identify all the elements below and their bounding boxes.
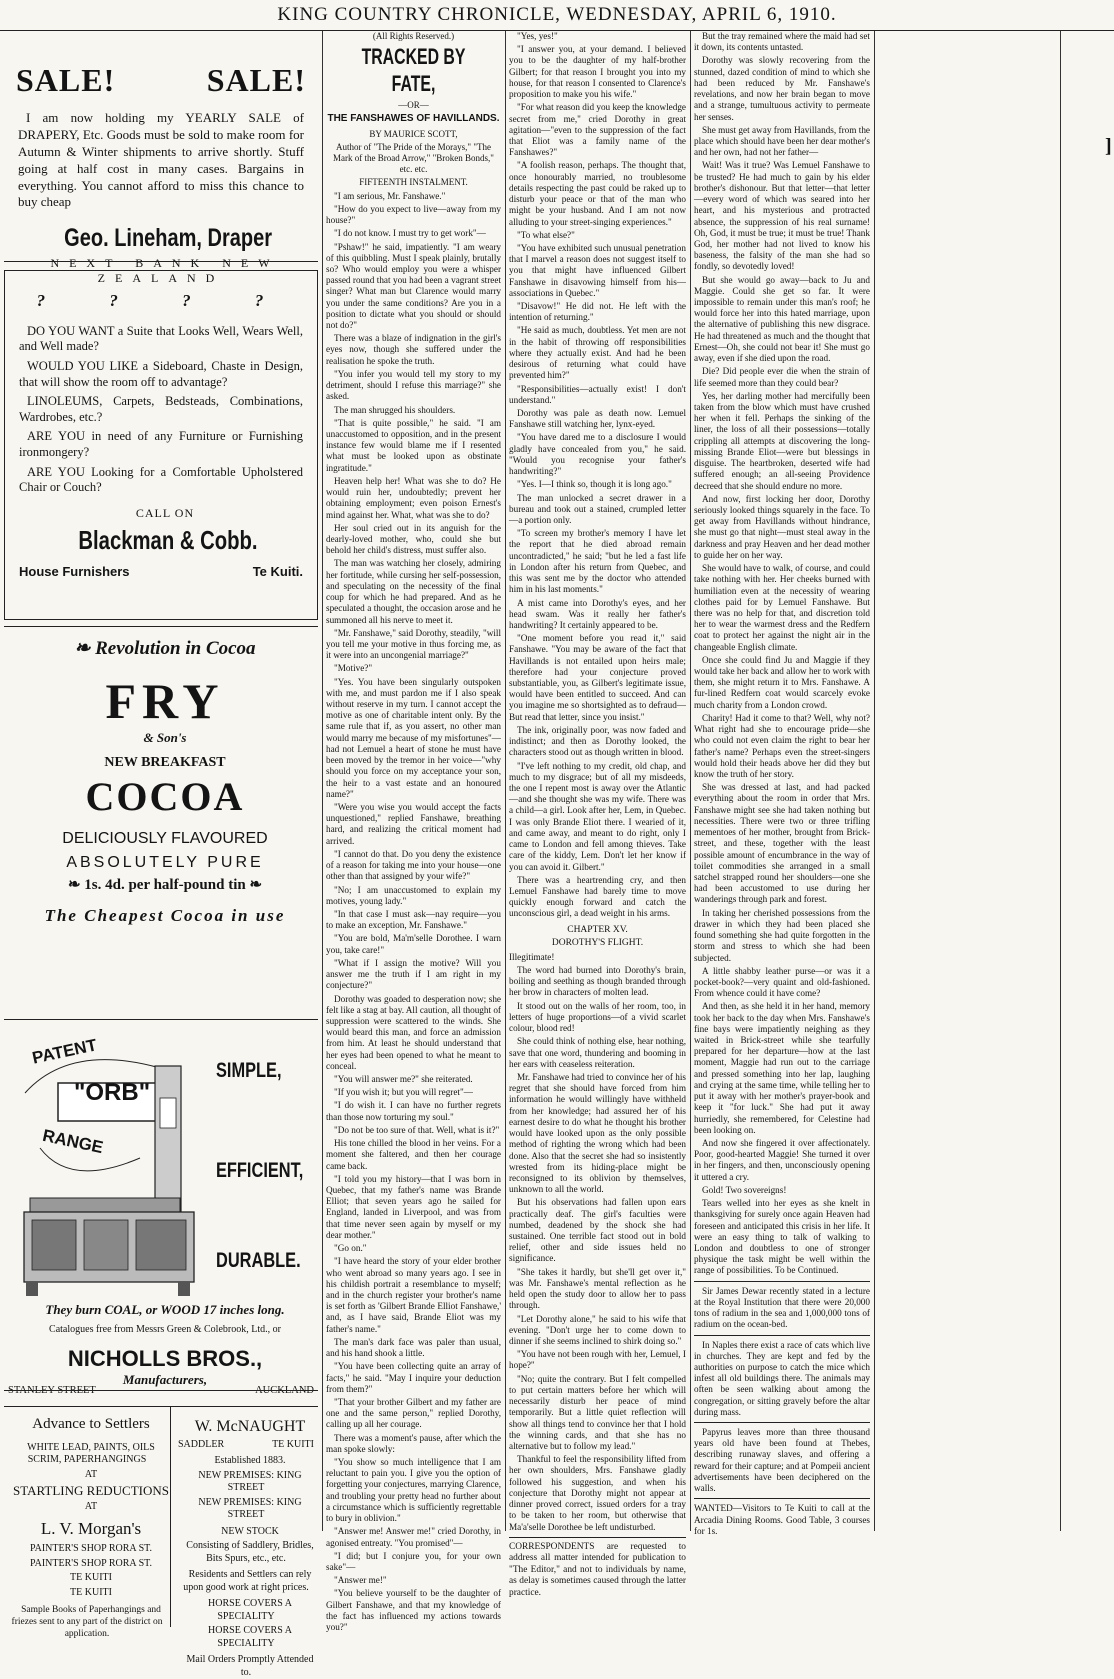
orb-word: DURABLE. [216, 1249, 301, 1272]
story-paragraph: There was a moment's pause, after which the man spoke slowly: [326, 1432, 501, 1454]
story-paragraph: "Answer me!" [334, 1575, 387, 1586]
story-paragraph: Gold! Two sovereigns! [702, 1184, 787, 1195]
story-paragraph: In taking her cherished possessions from the drawer in which they had been placed she found something she had quite forgotten in the storm and stress to which she had been subjected. [694, 907, 870, 963]
story-paragraph: Tears welled into her eyes as she knelt in thanksgiving for surely once again Heaven had foreseen and anticipated this crisis in her life. It were an easy thing to talk of walking to London and doubtless to one of stronger physique the task might be well within the range of possibilities. To be Continued. [694, 1198, 870, 1276]
edge-mark: ] [1105, 135, 1112, 157]
story-paragraph: The man shrugged his shoulders. [334, 404, 456, 415]
story-paragraph: "You show so much intelligence that I am reluctant to pain you. I give you the option of forgetting your conjectures, marrying Clarence, and troubling your pretty head no further about a circumstance which is sufficiently regrettable to bury in oblivion." [326, 1457, 501, 1524]
story-paragraph: "Motive?" [334, 663, 373, 674]
nicholls-firm: NICHOLLS BROS., [67, 1346, 263, 1371]
story-paragraph: Charity! Had it come to that? Well, why not? What right had she to encourage pride—she who could not even claim the right to bear her father's name? Perhaps even the street-singers would hold their heads above her did they but know the truth of her story. [694, 712, 870, 779]
story-paragraph: But his observations had fallen upon ears practically deaf. The girl's faculties were numbed, deadened by the shock she had sustained. One terrible fact stood out in bold relief, other and side issues held no significance. [509, 1197, 686, 1264]
story-paragraph: His tone chilled the blood in her veins. For a moment she faltered, and then her courage came back. [326, 1138, 501, 1171]
story-paragraph: "You believe yourself to be the daughter of Gilbert Fanshawe, and that my knowledge of the fact has influenced my actions towards you?" [326, 1588, 501, 1633]
story-paragraph: "To what else?" [517, 229, 575, 240]
correspondents-notice: CORRESPONDENTS are requested to address all matter intended for publication to "The Editor," and not to individuals by name, as delay is sometimes caused through the latter practice. [509, 1541, 686, 1598]
story-text [326, 191, 501, 1634]
story-paragraph: "For what reason did you keep the knowledge secret from me," cried Dorothy in great agitation—"even to the suppression of the fact that Eliot was a family name of the Fanshawes?" [509, 102, 686, 158]
orb-word: EFFICIENT, [216, 1159, 304, 1182]
story-paragraph: "You have not been rough with her, Lemuel, I hope?" [509, 1349, 686, 1371]
orb-brand: PATENT [30, 1035, 99, 1068]
serial-story-column-2 [509, 31, 686, 1598]
story-paragraph: "You have exhibited such unusual penetration that I marvel a reason does not suggest itself to you that might have influenced Gilbert Fanshawe in disavowing himself from his—associations in Quebec." [509, 242, 686, 298]
story-paragraph: Her soul cried out in its anguish for the dearly-loved mother, who, could she but behold her child's distress, must suffer also. [326, 522, 501, 556]
fry-header: Revolution in Cocoa [95, 638, 256, 659]
story-paragraph: "Yes, yes!" [517, 31, 558, 41]
story-paragraph: Wait! Was it true? Was Lemuel Fanshawe to be trusted? He had much to gain by his elder brother's dishonour. But that letter—that letter—every word of which was seared into her heart, and his mysterious and protracted absence, the suppression of his real surname! Oh, God, it must be true; it must be true! Thank God, her mother had not lived to know his baseness, the falsity of the man she had so fondly, so devotedly loved! [694, 160, 870, 272]
mcnaught-stock: NEW STOCK [221, 1525, 279, 1537]
nicholls-sub: Manufacturers, [122, 1372, 208, 1387]
story-paragraph: A mist came into Dorothy's eyes, and her head swam. Was it really her father's handwriting? It certainly appeared to be. [509, 597, 686, 630]
story-paragraph: "A foolish reason, perhaps. The thought that, once honourably married, no troublesome details respecting the past could be raked up to disturb your peace or that of the man who might be your husband. And I am not now alluding to your street-singing experiences." [509, 160, 686, 227]
column-rule [874, 31, 875, 1531]
mcnaught-premises: NEW PREMISES: KING STREET [198, 1496, 302, 1521]
mcnaught-ad [174, 1407, 318, 1678]
story-paragraph: But she would go away—back to Ju and Maggie. Could she get so far. It were impossible to remain under this man's roof; he would force her into this hated marriage, upon the alternative of publishing this new disgrace. He had threatened as much and the thought that Ernest—Oh, she could not bear it! She must go away, even if she died upon the road. [694, 274, 870, 364]
column-rule [1060, 31, 1061, 1531]
column-rule [322, 31, 323, 1531]
column-rule [690, 31, 691, 1531]
story-instalment: FIFTEENTH INSTALMENT. [359, 176, 468, 187]
nicholls-street: STANLEY-STREET [8, 1385, 96, 1396]
fry-cocoa: COCOA [85, 774, 245, 820]
morgan-town: TE KUITI [70, 1586, 112, 1598]
story-title: TRACKED BY FATE, [361, 43, 466, 96]
story-paragraph: "You infer you would tell my story to my detriment, should I refuse this marriage?" she asked. [326, 368, 501, 402]
story-paragraph: "Were you wise you would accept the facts unquestioned," replied Fanshawe, breathing hard, and realizing the critical moment had arrived. [326, 802, 501, 846]
lineham-address: NEXT BANK NEW ZEALAND [50, 255, 280, 285]
blackman-line: LINOLEUMS, Carpets, Bedsteads, Combinations, Wardrobes, etc.? [19, 394, 303, 424]
flourish-icon: ❧ [67, 877, 85, 894]
blackman-line: ARE YOU Looking for a Comfortable Upholstered Chair or Couch? [19, 464, 303, 495]
story-paragraph: Thankful to feel the responsibility lifted from her own shoulders, Mrs. Fanshawe gladly followed his suggestion, and when his conjecture that Dorothy might not appear at dinner proved correct, issued orders for a tray to be taken to her room, but otherwise that Ma'a'selle Dorothee be left undisturbed. [509, 1454, 686, 1532]
fry-breakfast: NEW BREAKFAST [104, 755, 226, 771]
fry-sons: & Son's [143, 730, 187, 746]
orb-brand: "ORB" [74, 1079, 151, 1106]
fry-desc: DELICIOUSLY FLAVOURED [62, 830, 268, 848]
story-paragraph: "I told you my history—that I was born in Quebec, that my father's name was Brande Elliot; that seven years ago he sailed for England, landed in Liverpool, and was from that time never seen again by myself or my dear mother." [326, 1173, 501, 1240]
nicholls-city: AUCKLAND [255, 1385, 314, 1396]
story-paragraph: "Do not be too sure of that. Well, what is it?" [334, 1124, 500, 1135]
sale-body: I am now holding my YEARLY SALE of DRAPERY, Etc. Goods must be sold to make room for Autumn & Winter shipments to arrive shortly. Stuff going at half cost in many cases. Bargains in everything. You cannot afford to miss this chance to buy cheap [18, 110, 304, 210]
story-paragraph: "How do you expect to live—away from my house?" [326, 203, 501, 226]
fry-name: FRY [105, 673, 225, 730]
story-paragraph: "You will answer me?" she reiterated. [334, 1074, 473, 1085]
morgan-shop: PAINTER'S SHOP RORA ST. [29, 1557, 153, 1569]
papyrus-item: Papyrus leaves more than three thousand years old have been found at Thebes, describing runaway slaves, and offering a reward for their capture; and at Pompeii ancient advertisements have been deciphered on the walls. [694, 1427, 870, 1494]
story-paragraph: The man was watching her closely, admiring her fortitude, while cursing her self-possession, and speculating on the necessity of the final coup for which he had prepared. And as he speculated a thought, the occasion arose and he summoned all his nerve to meet it. [326, 558, 501, 625]
story-paragraph: "I did; but I conjure you, for your own sake"— [326, 1550, 501, 1572]
blackman-town: Te Kuiti. [252, 564, 303, 580]
orb-range-illustration [10, 1038, 220, 1298]
story-paragraph: Dorothy was goaded to desperation now; she felt like a stag at bay. All caution, all thought of suppression were scattered to the winds. She would beard this man, and force an admission from him. At least he should understand that her eyes had been opened to what he meant to conceal. [326, 993, 501, 1071]
blackman-line: WOULD YOU LIKE a Sideboard, Chaste in Design, that will show the room off to advantage? [19, 358, 303, 389]
story-paragraph: "Answer me! Answer me!" cried Dorothy, in agonised entreaty. "You promised"— [326, 1526, 501, 1548]
story-paragraph: "Mr. Fanshawe," said Dorothy, steadily, "will you tell me your motive in thus forcing me, as it were into an uncongenial marriage?" [326, 627, 501, 661]
fry-price: 1s. 4d. per half-pound tin [84, 877, 246, 894]
story-paragraph: "Disavow!" He did not. He left with the intention of returning." [509, 301, 686, 323]
morgan-foot: Sample Books of Paperhangings and friezes sent to any part of the district on application. [11, 1605, 163, 1639]
story-paragraph: But the tray remained where the maid had set it down, its contents untasted. [694, 31, 870, 53]
call-on: CALL ON [135, 505, 195, 520]
story-paragraph: "Let Dorothy alone," he said to his wife that evening. "Don't urge her to come down to dinner if she seems inclined to shirk doing so." [509, 1313, 686, 1346]
morgan-line: WHITE LEAD, PAINTS, OILS SCRIM, PAPERHANGINGS [27, 1441, 155, 1466]
mcnaught-rely: Residents and Settlers can rely upon good work at right prices. [183, 1569, 312, 1593]
morgan-line: STARTLING REDUCTIONS [13, 1483, 169, 1499]
story-paragraph: "That your brother Gilbert and my father are one and the same person," replied Dorothy, calling up all her courage. [326, 1396, 501, 1430]
fry-desc: ABSOLUTELY PURE [66, 853, 264, 871]
mcnaught-covers: HORSE COVERS A SPECIALITY [208, 1598, 292, 1622]
fry-cocoa-ad [4, 626, 318, 1020]
masthead: KING COUNTRY CHRONICLE, WEDNESDAY, APRIL 6, 1910. [0, 0, 1114, 31]
story-paragraph: "Pshaw!" he said, impatiently. "I am weary of this quibbling. Must I speak plainly, brutally so? Who would employ you were a whisper passed round that you had been a vagrant street singer? What man but Clarence would marry you under the same conditions? Are you in a position to dictate what you should or should not do?" [326, 241, 501, 331]
story-paragraph: Yes, her darling mother had mercifully been taken from the blow which must have crushed her when it fell. Perhaps the sinking of the liner, the loss of all their possessions—totally crippling all attempts at discovering the long-missing Brande Eliot—were but blessings in disguise. The heartbroken, deserted wife had suffered enough; an all-seeing Providence decreed that she should endure no more. [694, 390, 870, 491]
story-paragraph: And now she fingered it over affectionately. Poor, good-hearted Maggie! She turned it over in her fingers, and then, unconsciously opening it uttered a cry. [694, 1138, 870, 1182]
naples-item: In Naples there exist a race of cats which live in churches. They are kept and fed by the authorities on purpose to catch the mice which infest all old buildings there. The animals may often be seen walking about among the congregation, or sitting gravely before the altar during mass. [694, 1339, 870, 1417]
orb-brand: RANGE [40, 1125, 105, 1158]
story-paragraph: "She takes it hardly, but she'll get over it," was Mr. Fanshawe's mental reflection as he held open the study door to allow her to pass through. [509, 1266, 686, 1311]
column-rule [505, 31, 506, 1531]
story-paragraph: "Responsibilities—actually exist! I don't understand." [509, 383, 686, 405]
morgan-title: Advance to Settlers [32, 1415, 150, 1432]
story-paragraph: "Yes. I—I think so, though it is long ago." [517, 479, 672, 490]
story-paragraph: She must get away from Havillands, from the place which should have been her dear mother's and her own, had not her father— [694, 124, 870, 158]
story-paragraph: And then, as she held it in her hand, memory took her back to the day when Mrs. Fanshawe's fine bays were impatiently neighing as they waited in Brick-street while she tearfully prepared for her departure—how at the last moment, Maggie had run out to the carriage and pressed something into her lap, laughing and crying at the same time, while telling her to put it away with her mother's prayer-book and keep it "for luck." She had put it away hurriedly, she remembered, for Celestine had been looking on. [694, 1001, 870, 1135]
story-paragraph: "That is quite possible," he said. "I am unaccustomed to opposition, and in the present instance few would blame me if I resented what must be looked upon as obstinate ingratitude." [326, 417, 501, 473]
column-1 [4, 31, 318, 1678]
story-paragraph: The man's dark face was paler than usual, and his hand shook a little. [326, 1336, 501, 1359]
story-paragraph: Dorothy was slowly recovering from the stunned, dazed condition of mind to which she had been reduced by Mr. Fanshawe's revelations, and now her brain began to move and a strange, tumultuous activity to permeate her senses. [694, 55, 870, 122]
sale-headline: SALE! [206, 62, 306, 98]
chapter-number: CHAPTER XV. [567, 924, 628, 935]
story-paragraph: Once she could find Ju and Maggie if they would take her back and allow her to work with them, she might return it to Mrs. Fanshawe. A fur-lined Redfern coat would scarcely evoke much charity from a London crowd. [694, 654, 870, 710]
mcnaught-est: Established 1883. [214, 1455, 286, 1467]
mcnaught-trade: SADDLER [178, 1438, 225, 1450]
mcnaught-town: TE KUITI [272, 1438, 314, 1450]
mcnaught-premises: NEW PREMISES: KING STREET [198, 1469, 302, 1494]
flourish-icon: ❧ [74, 638, 96, 659]
story-paragraph: "I answer you, at your demand. I believed you to be the daughter of my half-brother Gilbert; for that reason I brought you into my house, for that reason I consented to Clarence's proposition to make you his wife." [509, 44, 686, 100]
story-paragraph: The ink, originally poor, was now faded and indistinct; and then as Dorothy looked, the characters stood out as though written in blood. [509, 724, 686, 758]
story-paragraph: "You are bold, Ma'm'selle Dorothee. I warn you, take care!" [326, 933, 501, 955]
mcnaught-covers: HORSE COVERS A SPECIALITY [208, 1625, 292, 1649]
story-paragraph: There was a blaze of indignation in the girl's eyes now, though she suffered under the realisation he spoke the truth. [326, 333, 501, 366]
orb-fuel: They burn COAL, or WOOD 17 inches long. [45, 1302, 285, 1317]
story-byline: BY MAURICE SCOTT, [369, 128, 458, 139]
blackman-firm: Blackman & Cobb. [78, 524, 258, 555]
lineham-firm: Geo. Lineham, Draper [64, 224, 273, 253]
orb-range-ad [4, 1020, 318, 1391]
morgan-town: TE KUITI [70, 1572, 112, 1584]
morgan-firm: L. V. Morgan's [40, 1518, 142, 1538]
story-paragraph: Dorothy was pale as death now. Lemuel Fanshawe still watching her, lynx-eyed. [509, 408, 686, 430]
morgan-at: AT [84, 1468, 98, 1480]
story-paragraph: "What if I assign the motive? Will you answer me the truth if I am right in my conjecture?" [326, 957, 501, 991]
story-paragraph: "One moment before you read it," said Fanshawe. "You may be aware of the fact that Havillands is not entailed upon heirs male; therefore had your conjecture proved substantiable, you, as Gilbert's legitimate issue, would have been entitled to succeed. And can you imagine me so shortsighted as to defraud—But read that letter, since you insist." [509, 633, 686, 722]
story-paragraph: "I cannot do that. Do you deny the existence of a reason for taking me into your house—one other than that assigned by your wife?" [326, 848, 501, 882]
story-paragraph: The word had burned into Dorothy's brain, boiling and seething as though branded through her brow in characters of molten lead. [509, 965, 686, 998]
lineham-sale-ad [4, 31, 318, 285]
story-paragraph: She would have to walk, of course, and could take nothing with her. Her cheeks burned with humiliation even at the necessity of wearing clothes paid for by Lemuel Fanshawe. But there was no help for that, and discretion told her to wear the warmest dress and the Redfern coat to protect her against the night air in the changeable English climate. [694, 563, 870, 652]
story-paragraph: "I do not know. I must try to get work"— [334, 228, 486, 239]
morgan-ad [4, 1407, 171, 1639]
story-paragraph: "No; quite the contrary. But I felt compelled to put certain matters before her which will necessarily disturb her peace of mind temporarily. But a little quiet reflection will show all things tend to convince her that I hold the winning cards, and that she has no alternative but to follow my lead." [509, 1373, 686, 1451]
story-paragraph: "Go on." [334, 1243, 367, 1254]
story-paragraph: "I have heard the story of your elder brother who went abroad so many years ago. I see in his childish portrait a resemblance to myself; and in the church register your brother's name is set forth as 'Gilbert Brande Elliot Fanshawe,' and, as I have said, Brande Eliot was my father's name." [326, 1256, 501, 1334]
story-paragraph: "You have dared me to a disclosure I would gladly have concealed from you," he said. "Would you recognise your father's handwriting?" [509, 432, 686, 477]
rights-notice: (All Rights Reserved.) [372, 31, 455, 41]
story-author: Author of "The Pride of the Morays," "The Mark of the Broad Arrow," "Broken Bonds," etc. etc. [333, 141, 494, 174]
morgan-at: AT [84, 1501, 98, 1513]
story-paragraph: Heaven help her! What was she to do? He would ruin her, undoubtedly; prevent her obtaining employment; even poison Ernest's mind against her. What, what was she to do? [326, 475, 501, 520]
flourish-icon: ❧ [245, 877, 263, 894]
morgan-shop: PAINTER'S SHOP RORA ST. [29, 1543, 153, 1555]
story-paragraph: "You have been collecting quite an array of facts," he said. "May I inquire your deduction from them?" [326, 1361, 501, 1394]
orb-word: SIMPLE, [216, 1059, 282, 1082]
serial-story-column [326, 31, 501, 1633]
story-paragraph: "I've left nothing to my credit, old chap, and much to my disgrace; but of all my misdeeds, the one I repent most is away over the Atlantic—and she thought she was my wife. There was a child—a girl. Look after her, Lem, in Quebec. I was only Brande Eliot there. I wearied of it, and came away, and meant to do right, only I came to London and fell among thieves. Take care of the kiddy, Lem. Don't let her know if you can avoid it. Gilbert." [509, 760, 686, 872]
serial-story-column-3 [694, 31, 870, 1536]
blackman-trade: House Furnishers [19, 564, 130, 580]
story-paragraph: Die? Did people ever die when the strain of life seemed more than they could bear? [694, 366, 870, 388]
blackman-line: DO YOU WANT a Suite that Looks Well, Wears Well, and Well made? [19, 323, 303, 354]
mcnaught-consisting: Consisting of Saddlery, Bridles, Bits Spurs, etc., etc. [186, 1540, 314, 1564]
story-text [509, 952, 686, 1533]
orb-catalogues: Catalogues free from Messrs Green & Colebrook, Ltd., or [49, 1324, 281, 1335]
story-paragraph: She could think of nothing else, hear nothing, save that one word, thundering and booming in her ears with ceaseless reiteration. [509, 1036, 686, 1069]
story-paragraph: "To screen my brother's memory I have let the report that he died abroad remain uncontradicted," he said; "but he led a fast life in London after his return from Quebec, and this was sent me by the doctor who attended him in his last moments." [509, 528, 686, 595]
story-paragraph: There was a heartrending cry, and then Lemuel Fanshawe had barely time to move quickly enough forward and catch the unconscious girl, a dead weight in his arms. [509, 874, 686, 919]
sale-headline: SALE! [16, 62, 116, 98]
dewar-item: Sir James Dewar recently stated in a lecture at the Royal Institution that there were 20,000 tons of radium in the sea and 1,000,000 tons of radium on the ocean-bed. [694, 1285, 870, 1330]
mcnaught-firm: W. McNAUGHT [194, 1417, 306, 1435]
question-marks: ? ? ? ? [36, 291, 294, 310]
story-or: —OR— [398, 99, 429, 110]
story-paragraph: "In that case I must ask—nay require—you to make an exception, Mr. Fanshawe." [326, 908, 501, 931]
story-paragraph: "I do wish it. I can have no further regrets than those now torturing my soul." [326, 1100, 501, 1122]
story-paragraph: She was dressed at last, and had packed everything about the room in order that Mrs. Fanshawe might see she had taken nothing but necessities. There were two or three trifling mementoes of her mother, brought from Brick-street, and these, together with the least possible amount of encumbrance in the way of toilet commodities she arranged in a small satchel strapped round her shoulders—one she had been accustomed to use during her wanderings through park and forest. [694, 782, 870, 905]
story-paragraph: "If you wish it; but you will regret"— [334, 1087, 473, 1098]
story-paragraph: Mr. Fanshawe had tried to convince her of his regret that she should have forced from him information he would willingly have withheld from her knowledge; had assured her of his earnest desire to do what he thought his brother would have looked upon as the only possible method of righting the wrong which had been done. Also that the secret she had so insistently wrested from its hiding-place might be reconsigned to its oblivion by themselves, unknown to all the world. [509, 1071, 686, 1195]
story-paragraph: It stood out on the walls of her room, too, in letters of huge proportions—of a vivid scarlet colour, blood red! [509, 1000, 686, 1034]
story-paragraph: "Yes. You have been singularly outspoken with me, and must pardon me if I also speak without reserve in my turn. I cannot accept the motive as one of charitable intent only. By the same rule that if, as you assert, no other man would marry me because of my misfortunes"— had not Lemuel a heart of stone he must have been moved by the tremor in her voice—"why should you force on my acceptance your son, the heir to a vast estate and an honoured name?" [326, 676, 501, 799]
story-paragraph: The man unlocked a secret drawer in a bureau and took out a stained, crumpled letter—a portion only. [509, 492, 686, 525]
story-text [694, 31, 870, 1277]
chapter-title: DOROTHY'S FLIGHT. [551, 938, 644, 949]
story-paragraph: "I am serious, Mr. Fanshawe." [334, 190, 446, 201]
story-paragraph: "He said as much, doubtless. Yet men are not in the habit of throwing off responsibilities where they actually exist. And had he been desirous of returning what could have prevented him?" [509, 325, 686, 381]
fry-tagline: The Cheapest Cocoa in use [44, 906, 286, 926]
story-text [509, 31, 686, 920]
story-subtitle: THE FANSHAWES OF HAVILLANDS. [327, 112, 500, 124]
blackman-cobb-ad [4, 270, 318, 620]
story-paragraph: A little shabby leather purse—or was it a pocket-book?—very quaint and old-fashioned. From whence could it have come? [694, 965, 870, 999]
mcnaught-mail: Mail Orders Promptly Attended to. [186, 1654, 314, 1678]
story-paragraph: "No; I am unaccustomed to explain my motives, young lady." [326, 884, 501, 906]
story-paragraph: And now, first locking her door, Dorothy seriously looked things squarely in the face. To get away from Havillands without hindrance, she must go that night—must steal away in the darkness and pray Heaven and her dead mother to guide her on her way. [694, 493, 870, 560]
blackman-line: ARE YOU in need of any Furniture or Furnishing ironmongery? [19, 429, 303, 460]
story-paragraph: Illegitimate! [509, 951, 555, 962]
wanted-notice: WANTED—Visitors to Te Kuiti to call at the Arcadia Dining Rooms. Good Table, 3 courses for 1s. [694, 1503, 870, 1536]
